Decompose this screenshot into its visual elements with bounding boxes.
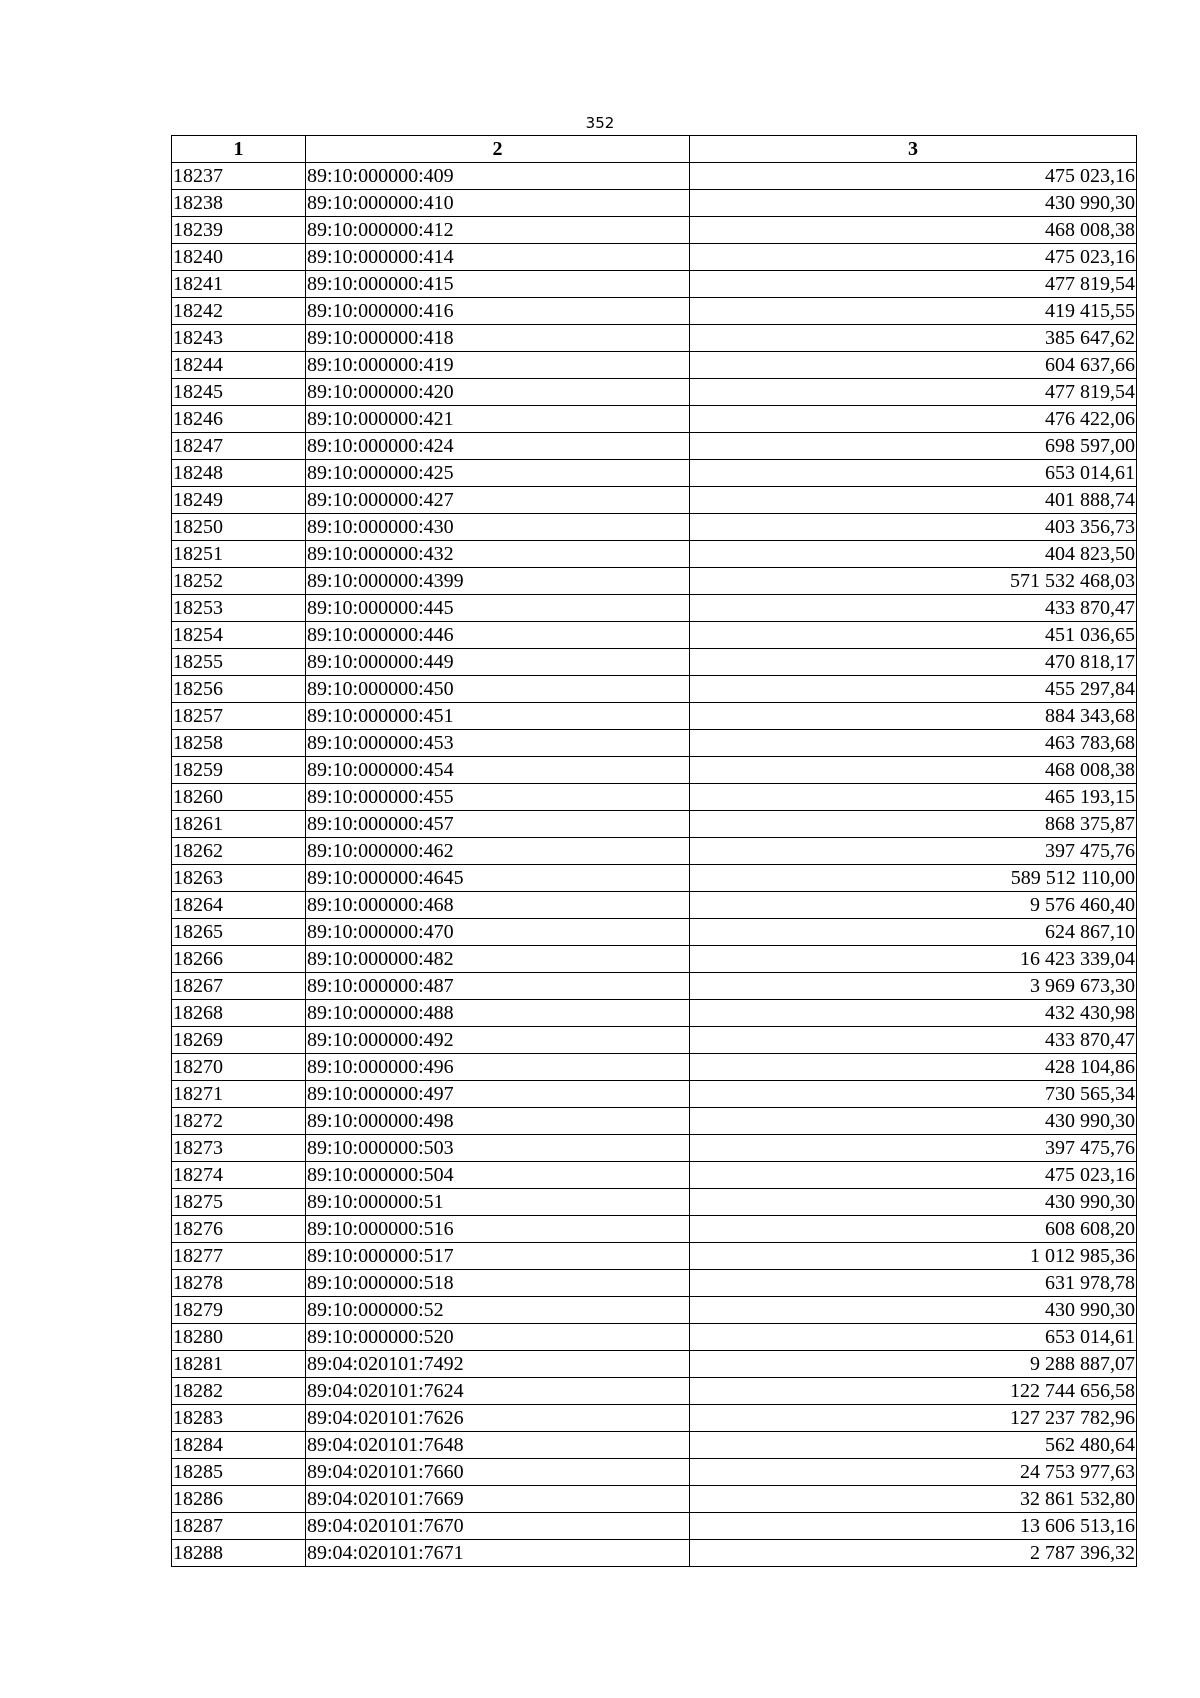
value-cell: 465 193,15 [690,784,1137,811]
cadastral-number-cell: 89:10:000000:517 [306,1243,690,1270]
row-number-cell: 18251 [172,541,306,568]
table-row [172,865,1137,892]
row-number-cell: 18286 [172,1486,306,1513]
row-number-cell: 18259 [172,757,306,784]
row-number-cell: 18261 [172,811,306,838]
row-number-cell: 18242 [172,298,306,325]
table-row [172,649,1137,676]
value-cell: 698 597,00 [690,433,1137,460]
row-number-cell: 18249 [172,487,306,514]
row-number-cell: 18256 [172,676,306,703]
table-row [172,838,1137,865]
cadastral-number-cell: 89:10:000000:482 [306,946,690,973]
row-number-cell: 18278 [172,1270,306,1297]
value-cell: 477 819,54 [690,379,1137,406]
value-cell: 604 637,66 [690,352,1137,379]
table-row [172,730,1137,757]
value-cell: 475 023,16 [690,244,1137,271]
cadastral-number-cell: 89:10:000000:430 [306,514,690,541]
cadastral-number-cell: 89:04:020101:7660 [306,1459,690,1486]
cadastral-number-cell: 89:10:000000:453 [306,730,690,757]
table-row [172,676,1137,703]
table-row [172,1324,1137,1351]
cadastral-number-cell: 89:04:020101:7670 [306,1513,690,1540]
value-cell: 730 565,34 [690,1081,1137,1108]
table-row [172,703,1137,730]
table-row [172,757,1137,784]
table-row [172,1000,1137,1027]
row-number-cell: 18240 [172,244,306,271]
value-cell: 433 870,47 [690,595,1137,622]
row-number-cell: 18257 [172,703,306,730]
cadastral-number-cell: 89:10:000000:425 [306,460,690,487]
value-cell: 32 861 532,80 [690,1486,1137,1513]
cadastral-number-cell: 89:10:000000:518 [306,1270,690,1297]
value-cell: 419 415,55 [690,298,1137,325]
cadastral-number-cell: 89:10:000000:457 [306,811,690,838]
row-number-cell: 18277 [172,1243,306,1270]
table-row [172,622,1137,649]
cadastral-number-cell: 89:10:000000:449 [306,649,690,676]
row-number-cell: 18270 [172,1054,306,1081]
column-header-3: 3 [690,136,1137,163]
cadastral-number-cell: 89:10:000000:468 [306,892,690,919]
row-number-cell: 18284 [172,1432,306,1459]
value-cell: 432 430,98 [690,1000,1137,1027]
table-row [172,1432,1137,1459]
cadastral-number-cell: 89:10:000000:516 [306,1216,690,1243]
value-cell: 455 297,84 [690,676,1137,703]
table-row [172,1216,1137,1243]
value-cell: 475 023,16 [690,163,1137,190]
row-number-cell: 18267 [172,973,306,1000]
cadastral-number-cell: 89:10:000000:432 [306,541,690,568]
table-row [172,352,1137,379]
cadastral-number-cell: 89:10:000000:503 [306,1135,690,1162]
value-cell: 653 014,61 [690,1324,1137,1351]
value-cell: 13 606 513,16 [690,1513,1137,1540]
cadastral-number-cell: 89:10:000000:455 [306,784,690,811]
table-row [172,1351,1137,1378]
table-row [172,1162,1137,1189]
row-number-cell: 18282 [172,1378,306,1405]
cadastral-number-cell: 89:10:000000:451 [306,703,690,730]
row-number-cell: 18241 [172,271,306,298]
cadastral-number-cell: 89:10:000000:4399 [306,568,690,595]
row-number-cell: 18276 [172,1216,306,1243]
cadastral-number-cell: 89:04:020101:7626 [306,1405,690,1432]
cadastral-number-cell: 89:04:020101:7648 [306,1432,690,1459]
value-cell: 430 990,30 [690,1108,1137,1135]
value-cell: 468 008,38 [690,757,1137,784]
table-row [172,1243,1137,1270]
row-number-cell: 18268 [172,1000,306,1027]
value-cell: 470 818,17 [690,649,1137,676]
value-cell: 868 375,87 [690,811,1137,838]
value-cell: 404 823,50 [690,541,1137,568]
table-row [172,1540,1137,1567]
cadastral-number-cell: 89:10:000000:462 [306,838,690,865]
cadastral-number-cell: 89:10:000000:424 [306,433,690,460]
value-cell: 433 870,47 [690,1027,1137,1054]
value-cell: 451 036,65 [690,622,1137,649]
cadastral-number-cell: 89:10:000000:51 [306,1189,690,1216]
cadastral-number-cell: 89:10:000000:487 [306,973,690,1000]
row-number-cell: 18274 [172,1162,306,1189]
value-cell: 122 744 656,58 [690,1378,1137,1405]
table-row [172,433,1137,460]
table-row [172,1513,1137,1540]
row-number-cell: 18263 [172,865,306,892]
value-cell: 24 753 977,63 [690,1459,1137,1486]
row-number-cell: 18246 [172,406,306,433]
row-number-cell: 18273 [172,1135,306,1162]
table-row [172,541,1137,568]
page-number: 352 [585,114,615,132]
cadastral-number-cell: 89:10:000000:445 [306,595,690,622]
value-cell: 468 008,38 [690,217,1137,244]
value-cell: 631 978,78 [690,1270,1137,1297]
value-cell: 477 819,54 [690,271,1137,298]
cadastral-number-cell: 89:10:000000:488 [306,1000,690,1027]
table-row [172,1486,1137,1513]
row-number-cell: 18280 [172,1324,306,1351]
value-cell: 475 023,16 [690,1162,1137,1189]
cadastral-number-cell: 89:04:020101:7492 [306,1351,690,1378]
row-number-cell: 18237 [172,163,306,190]
table-row [172,163,1137,190]
cadastral-number-cell: 89:10:000000:497 [306,1081,690,1108]
row-number-cell: 18279 [172,1297,306,1324]
value-cell: 401 888,74 [690,487,1137,514]
cadastral-number-cell: 89:10:000000:496 [306,1054,690,1081]
table-row [172,946,1137,973]
registry-table [171,135,1137,1567]
row-number-cell: 18285 [172,1459,306,1486]
table-row [172,811,1137,838]
value-cell: 463 783,68 [690,730,1137,757]
cadastral-number-cell: 89:10:000000:504 [306,1162,690,1189]
cadastral-number-cell: 89:10:000000:492 [306,1027,690,1054]
row-number-cell: 18269 [172,1027,306,1054]
cadastral-number-cell: 89:10:000000:409 [306,163,690,190]
value-cell: 589 512 110,00 [690,865,1137,892]
table-row [172,1378,1137,1405]
cadastral-number-cell: 89:10:000000:414 [306,244,690,271]
row-number-cell: 18266 [172,946,306,973]
value-cell: 397 475,76 [690,1135,1137,1162]
table-row [172,1135,1137,1162]
value-cell: 653 014,61 [690,460,1137,487]
table-row [172,973,1137,1000]
row-number-cell: 18258 [172,730,306,757]
table-row [172,514,1137,541]
table-row [172,1270,1137,1297]
row-number-cell: 18253 [172,595,306,622]
row-number-cell: 18281 [172,1351,306,1378]
column-header-1: 1 [172,136,306,163]
row-number-cell: 18250 [172,514,306,541]
header-row [172,136,1137,163]
table-row [172,568,1137,595]
cadastral-number-cell: 89:10:000000:415 [306,271,690,298]
table-row [172,1297,1137,1324]
value-cell: 428 104,86 [690,1054,1137,1081]
row-number-cell: 18238 [172,190,306,217]
column-header-2: 2 [306,136,690,163]
cadastral-number-cell: 89:10:000000:470 [306,919,690,946]
row-number-cell: 18239 [172,217,306,244]
value-cell: 3 969 673,30 [690,973,1137,1000]
cadastral-number-cell: 89:04:020101:7624 [306,1378,690,1405]
table-row [172,1405,1137,1432]
cadastral-number-cell: 89:04:020101:7669 [306,1486,690,1513]
row-number-cell: 18252 [172,568,306,595]
cadastral-number-cell: 89:10:000000:450 [306,676,690,703]
row-number-cell: 18271 [172,1081,306,1108]
table-row [172,298,1137,325]
value-cell: 397 475,76 [690,838,1137,865]
row-number-cell: 18287 [172,1513,306,1540]
value-cell: 385 647,62 [690,325,1137,352]
cadastral-number-cell: 89:10:000000:419 [306,352,690,379]
value-cell: 127 237 782,96 [690,1405,1137,1432]
value-cell: 430 990,30 [690,1189,1137,1216]
value-cell: 624 867,10 [690,919,1137,946]
cadastral-number-cell: 89:10:000000:420 [306,379,690,406]
table-body [172,163,1137,1567]
value-cell: 608 608,20 [690,1216,1137,1243]
table-row [172,1027,1137,1054]
table-row [172,1459,1137,1486]
row-number-cell: 18248 [172,460,306,487]
table-row [172,1189,1137,1216]
table-row [172,325,1137,352]
value-cell: 476 422,06 [690,406,1137,433]
row-number-cell: 18265 [172,919,306,946]
table-row [172,1081,1137,1108]
value-cell: 9 576 460,40 [690,892,1137,919]
table-row [172,406,1137,433]
row-number-cell: 18243 [172,325,306,352]
row-number-cell: 18255 [172,649,306,676]
table-row [172,595,1137,622]
row-number-cell: 18275 [172,1189,306,1216]
table-row [172,892,1137,919]
cadastral-number-cell: 89:10:000000:4645 [306,865,690,892]
value-cell: 430 990,30 [690,1297,1137,1324]
table-row [172,1108,1137,1135]
row-number-cell: 18260 [172,784,306,811]
row-number-cell: 18244 [172,352,306,379]
cadastral-number-cell: 89:10:000000:454 [306,757,690,784]
row-number-cell: 18272 [172,1108,306,1135]
value-cell: 884 343,68 [690,703,1137,730]
value-cell: 16 423 339,04 [690,946,1137,973]
row-number-cell: 18283 [172,1405,306,1432]
cadastral-number-cell: 89:10:000000:418 [306,325,690,352]
table-row [172,244,1137,271]
table-row [172,460,1137,487]
table-row [172,379,1137,406]
table-row [172,919,1137,946]
table-row [172,271,1137,298]
cadastral-number-cell: 89:10:000000:416 [306,298,690,325]
value-cell: 403 356,73 [690,514,1137,541]
row-number-cell: 18288 [172,1540,306,1567]
value-cell: 2 787 396,32 [690,1540,1137,1567]
value-cell: 1 012 985,36 [690,1243,1137,1270]
table-row [172,190,1137,217]
value-cell: 571 532 468,03 [690,568,1137,595]
row-number-cell: 18245 [172,379,306,406]
cadastral-number-cell: 89:10:000000:498 [306,1108,690,1135]
cadastral-number-cell: 89:10:000000:52 [306,1297,690,1324]
row-number-cell: 18254 [172,622,306,649]
cadastral-number-cell: 89:04:020101:7671 [306,1540,690,1567]
row-number-cell: 18262 [172,838,306,865]
value-cell: 562 480,64 [690,1432,1137,1459]
cadastral-number-cell: 89:10:000000:446 [306,622,690,649]
table-row [172,217,1137,244]
table-row [172,487,1137,514]
cadastral-number-cell: 89:10:000000:410 [306,190,690,217]
cadastral-number-cell: 89:10:000000:412 [306,217,690,244]
value-cell: 430 990,30 [690,190,1137,217]
cadastral-number-cell: 89:10:000000:427 [306,487,690,514]
row-number-cell: 18264 [172,892,306,919]
row-number-cell: 18247 [172,433,306,460]
table-row [172,1054,1137,1081]
value-cell: 9 288 887,07 [690,1351,1137,1378]
cadastral-number-cell: 89:10:000000:520 [306,1324,690,1351]
table-row [172,784,1137,811]
cadastral-number-cell: 89:10:000000:421 [306,406,690,433]
